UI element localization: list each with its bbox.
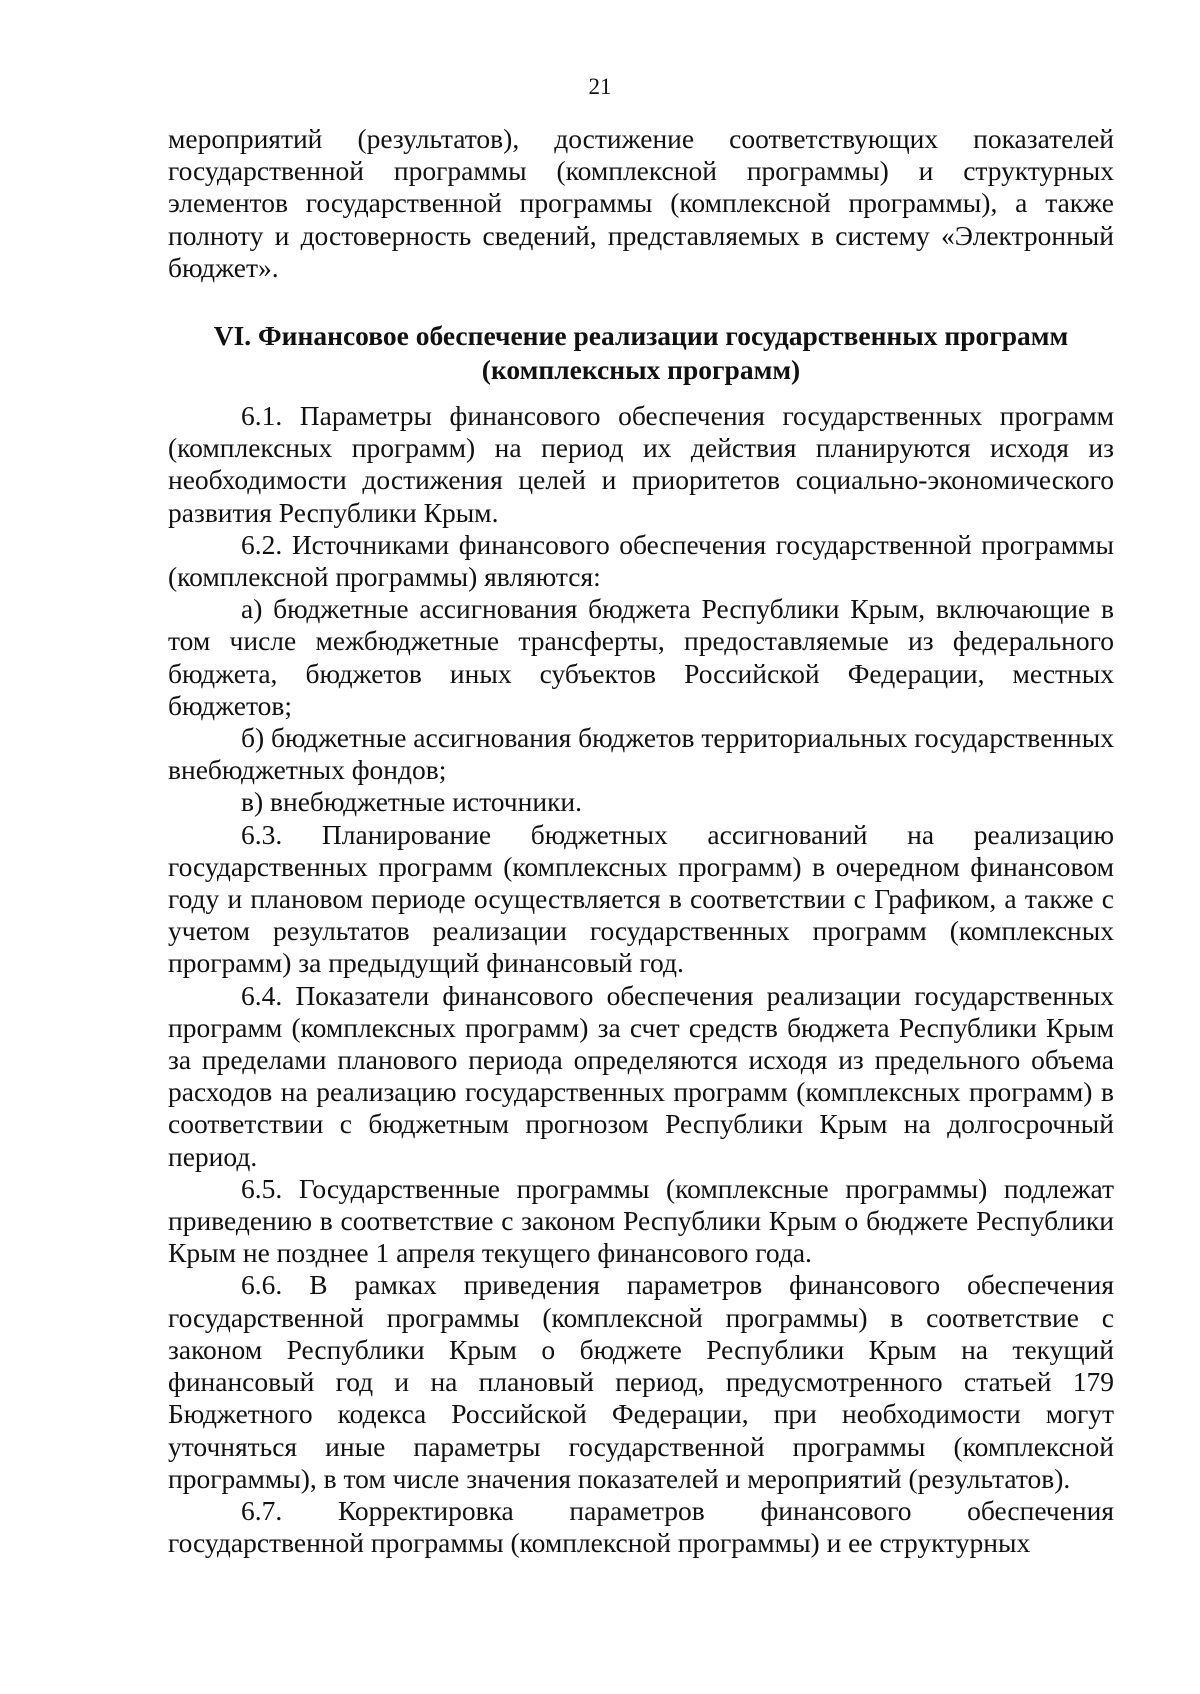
paragraph-6-1: 6.1. Параметры финансового обеспечения государственных программ (комплексных программ) на период их действия планируются исходя из необходимости достижения целей и приоритетов социально-экономического развития Республики Крым. xyxy=(168,400,1114,528)
section-title-line-2: (комплексных программ) xyxy=(481,354,801,385)
section-body xyxy=(168,400,1114,1559)
intro-block xyxy=(168,123,1114,284)
paragraph-6-7: 6.7. Корректировка параметров финансового обеспечения государственной программы (комплексной программы) и ее структурных xyxy=(168,1494,1114,1559)
paragraph-6-2-c: в) внебюджетные источники. xyxy=(241,786,583,818)
paragraph-6-2-b: б) бюджетные ассигнования бюджетов территориальных государственных внебюджетных фондов; xyxy=(168,722,1114,786)
paragraph-6-2-a: а) бюджетные ассигнования бюджета Республики Крым, включающие в том числе межбюджетные трансферты, предоставляемые из федерального бюджета, бюджетов иных субъектов Российской Федерации, местных бюджетов; xyxy=(168,593,1114,721)
paragraph-6-3: 6.3. Планирование бюджетных ассигнований на реализацию государственных программ (комплексных программ) в очередном финансовом году и плановом периоде осуществляется в соответствии с Графиком, а также с учетом результатов реализации государственных программ (комплексных программ) за предыдущий финансовый год. xyxy=(168,818,1114,979)
page-number: 21 xyxy=(588,74,612,99)
paragraph-6-5: 6.5. Государственные программы (комплексные программы) подлежат приведению в соответствие с законом Республики Крым о бюджете Республики Крым не позднее 1 апреля текущего финансового года. xyxy=(168,1172,1114,1269)
paragraph-6-6: 6.6. В рамках приведения параметров финансового обеспечения государственной программы (комплексной программы) в соответствие с законом Республики Крым о бюджете Республики Крым на текущий финансовый год и на плановый период, предусмотренного статьей 179 Бюджетного кодекса Российской Федерации, при необходимости могут уточняться иные параметры государственной программы (комплексной программы), в том числе значения показателей и мероприятий (результатов). xyxy=(168,1269,1114,1494)
intro-paragraph: мероприятий (результатов), достижение соответствующих показателей государственной программы (комплексной программы) и структурных элементов государственной программы (комплексной программы), а также полноту и достоверность сведений, представляемых в систему «Электронный бюджет». xyxy=(168,123,1114,283)
section-heading xyxy=(168,319,1114,387)
section-title-line-1: VI. Финансовое обеспечение реализации государственных программ xyxy=(213,320,1069,351)
paragraph-6-2: 6.2. Источниками финансового обеспечения государственной программы (комплексной программы) являются: xyxy=(168,528,1114,593)
paragraph-6-4: 6.4. Показатели финансового обеспечения реализации государственных программ (комплексных программ) за счет средств бюджета Республики Крым за пределами планового периода определяются исходя из предельного объема расходов на реализацию государственных программ (комплексных программ) в соответствии с бюджетным прогнозом Республики Крым на долгосрочный период. xyxy=(168,979,1114,1172)
